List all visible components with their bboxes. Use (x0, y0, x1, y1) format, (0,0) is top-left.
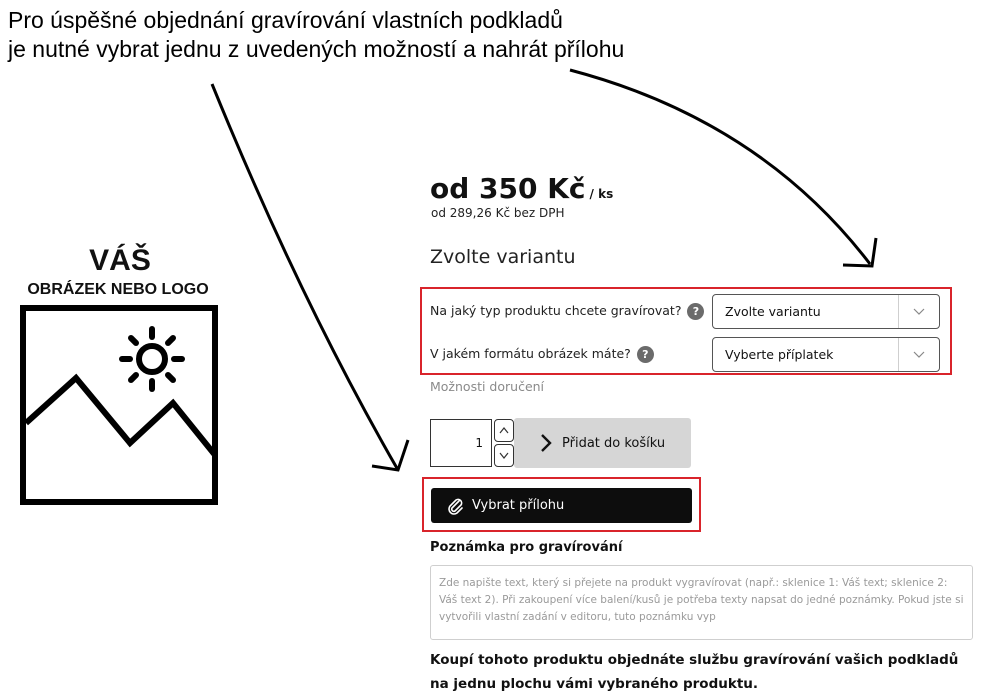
quantity-decrement-button[interactable] (494, 444, 514, 467)
logo-placeholder-title: VÁŠ (89, 244, 151, 277)
price-unit: / ks (589, 187, 614, 201)
paperclip-icon (447, 497, 465, 515)
choose-attachment-label: Vybrat přílohu (472, 498, 565, 513)
help-icon[interactable]: ? (637, 346, 654, 363)
instruction-line-2: je nutné vybrat jednu z uvedených možností a nahrát přílohu (8, 36, 625, 62)
chevron-down-icon (898, 338, 939, 371)
chevron-down-icon (898, 295, 939, 328)
image-format-select[interactable] (712, 337, 940, 372)
image-placeholder-icon (20, 305, 218, 505)
add-to-cart-label: Přidat do košíku (562, 435, 666, 451)
product-type-select-value: Zvolte variantu (725, 304, 821, 319)
product-type-label-text: Na jaký typ produktu chcete gravírovat? (430, 303, 682, 318)
variant-heading: Zvolte variantu (430, 246, 576, 268)
choose-attachment-button[interactable] (431, 488, 692, 523)
product-type-select[interactable] (712, 294, 940, 329)
image-format-select-value: Vyberte příplatek (725, 347, 834, 362)
engraving-note-heading: Poznámka pro gravírování (430, 540, 623, 555)
product-type-label (430, 302, 704, 320)
price-value: od 350 Kč (430, 172, 586, 205)
price-without-vat: od 289,26 Kč bez DPH (431, 206, 565, 220)
engraving-note-textarea[interactable]: Zde napište text, který si přejete na produkt vygravírovat (např.: sklenice 1: Váš text; sklenice 2: Váš text 2). Při zakoupení více balení/kusů je potřeba texty napsat do jedné poznámky. Pokud jste si vytvořili vlastní zadání v editoru, tuto poznámku vyp (430, 565, 973, 640)
image-format-label-text: V jakém formátu obrázek máte? (430, 346, 631, 361)
quantity-input[interactable]: 1 (430, 419, 492, 467)
chevron-up-icon (499, 427, 509, 434)
service-description: Koupí tohoto produktu objednáte službu gravírování vašich podkladů na jednu plochu vámi vybraného produktu. (430, 652, 959, 692)
quantity-increment-button[interactable] (494, 419, 514, 442)
add-to-cart-button[interactable] (514, 418, 691, 468)
image-format-label (430, 345, 654, 363)
instruction-line-1: Pro úspěšné objednání gravírování vlastních podkladů (8, 7, 563, 33)
chevron-down-icon (499, 452, 509, 459)
help-icon[interactable]: ? (687, 303, 704, 320)
logo-placeholder-subtitle: OBRÁZEK NEBO LOGO (27, 281, 209, 298)
delivery-options-link[interactable]: Možnosti doručení (430, 379, 545, 394)
chevron-right-icon (540, 433, 552, 453)
